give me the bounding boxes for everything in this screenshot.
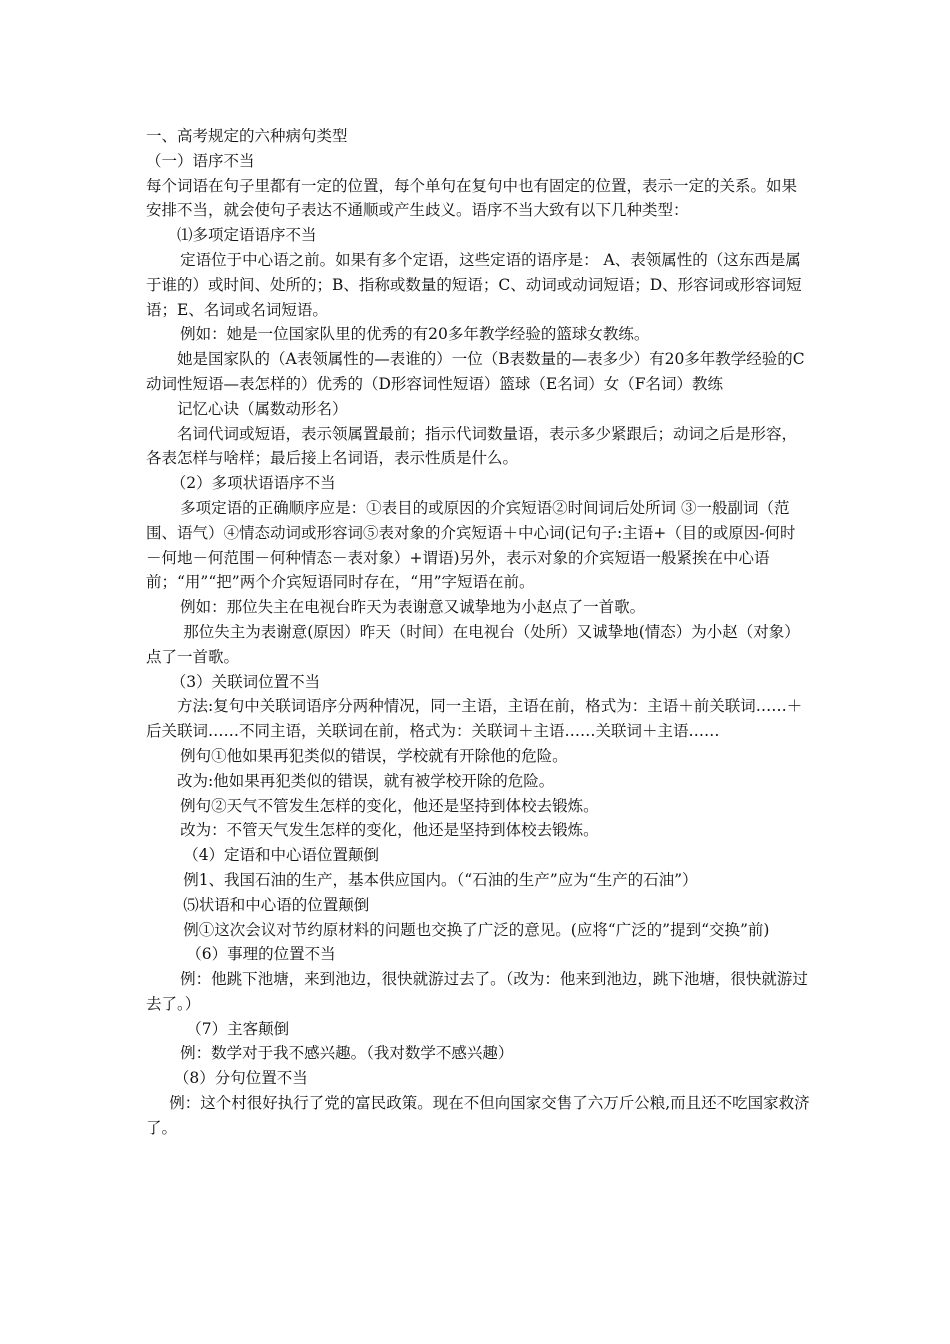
mnemonic-title: 记忆心诀（属数动形名） [177,399,348,418]
subsection-text-3: 方法:复句中关联词语序分两种情况，同一主语，主语在前，格式为：主语＋前关联词……＋后关联词……不同主语，关联词在前，格式为：关联词＋主语……关联词＋主语…… [146,697,803,741]
example-3-1: 例句①他如果再犯类似的错误，学校就有开除他的危险。 [180,746,568,765]
subsection-title-6: （6）事理的位置不当 [186,945,336,964]
document-body [146,124,810,1141]
analysis-1: 她是国家队的（A表领属性的—表谁的）一位（B表数量的—表多少）有20多年教学经验的C动词性短语—表怎样的）优秀的（D形容词性短语）篮球（E名词）女（F名词）教练 [146,350,805,393]
subsection-text-1: 定语位于中心语之前。如果有多个定语，这些定语的语序是： A、表领属性的（这东西是属于谁的）或时间、处所的；B、指称或数量的短语；C、动词或动词短语；D、形容词或形容词短语；E、名词或名词短语。 [146,250,802,319]
subsection-title-4: （4）定语和中心语位置颠倒 [183,846,380,865]
section-title: （一）语序不当 [146,151,255,170]
example-2: 例如：那位失主在电视台昨天为表谢意又诚挚地为小赵点了一首歌。 [180,598,646,617]
subsection-title-3: （3）关联词位置不当 [170,672,321,691]
subsection-title-1: ⑴多项定语语序不当 [177,226,317,245]
intro-paragraph: 每个词语在句子里都有一定的位置，每个单句在复句中也有固定的位置，表示一定的关系。如果安排不当，就会使句子表达不通顺或产生歧义。语序不当大致有以下几种类型： [146,176,798,220]
analysis-2: 那位失主为表谢意(原因）昨天（时间）在电视台（处所）又诚挚地(情态）为小赵（对象）点了一首歌。 [146,622,800,666]
example-3-2: 例句②天气不管发生怎样的变化，他还是坚持到体校去锻炼。 [180,796,599,815]
subsection-title-8: （8）分句位置不当 [173,1069,308,1088]
fix-3-2: 改为：不管天气发生怎样的变化，他还是坚持到体校去锻炼。 [180,821,599,840]
example-4: 例1、我国石油的生产，基本供应国内。（“石油的生产”应为“生产的石油”） [183,870,698,889]
example-5: 例①这次会议对节约原材料的问题也交换了广泛的意见。(应将“广泛的”提到“交换”前) [183,920,770,939]
subsection-text-2: 多项定语的正确顺序应是：①表目的或原因的介宾短语②时间词后处所词 ③一般副词（范围、语气）④情态动词或形容词⑤表对象的介宾短语＋中心词(记句子:主语+（目的或原因-何时－何地－何范围－何种情态－表对象）+谓语)另外，表示对象的介宾短语一般紧挨在中心语前；“用”“把”两个介宾短语同时存在，“用”字短语在前。 [146,498,796,592]
subsection-title-5: ⑸状语和中心语的位置颠倒 [183,895,370,914]
mnemonic-text: 名词代词或短语，表示领属置最前；指示代词数量语，表示多少紧跟后；动词之后是形容，各表怎样与啥样；最后接上名词语，表示性质是什么。 [146,424,798,468]
example-6: 例：他跳下池塘，来到池边，很快就游过去了。（改为：他来到池边，跳下池塘，很快就游过去了。） [146,970,808,1013]
fix-3-1: 改为:他如果再犯类似的错误，就有被学校开除的危险。 [177,771,555,790]
example-8: 例：这个村很好执行了党的富民政策。现在不但向国家交售了六万斤公粮,而且还不吃国家救济了。 [146,1094,810,1137]
example-7: 例：数学对于我不感兴趣。（我对数学不感兴趣） [180,1044,514,1063]
document-heading: 一、高考规定的六种病句类型 [146,127,348,145]
subsection-title-7: （7）主客颠倒 [186,1019,290,1038]
subsection-title-2: （2）多项状语语序不当 [170,474,336,493]
example-1: 例如：她是一位国家队里的优秀的有20多年教学经验的篮球女教练。 [180,325,650,344]
